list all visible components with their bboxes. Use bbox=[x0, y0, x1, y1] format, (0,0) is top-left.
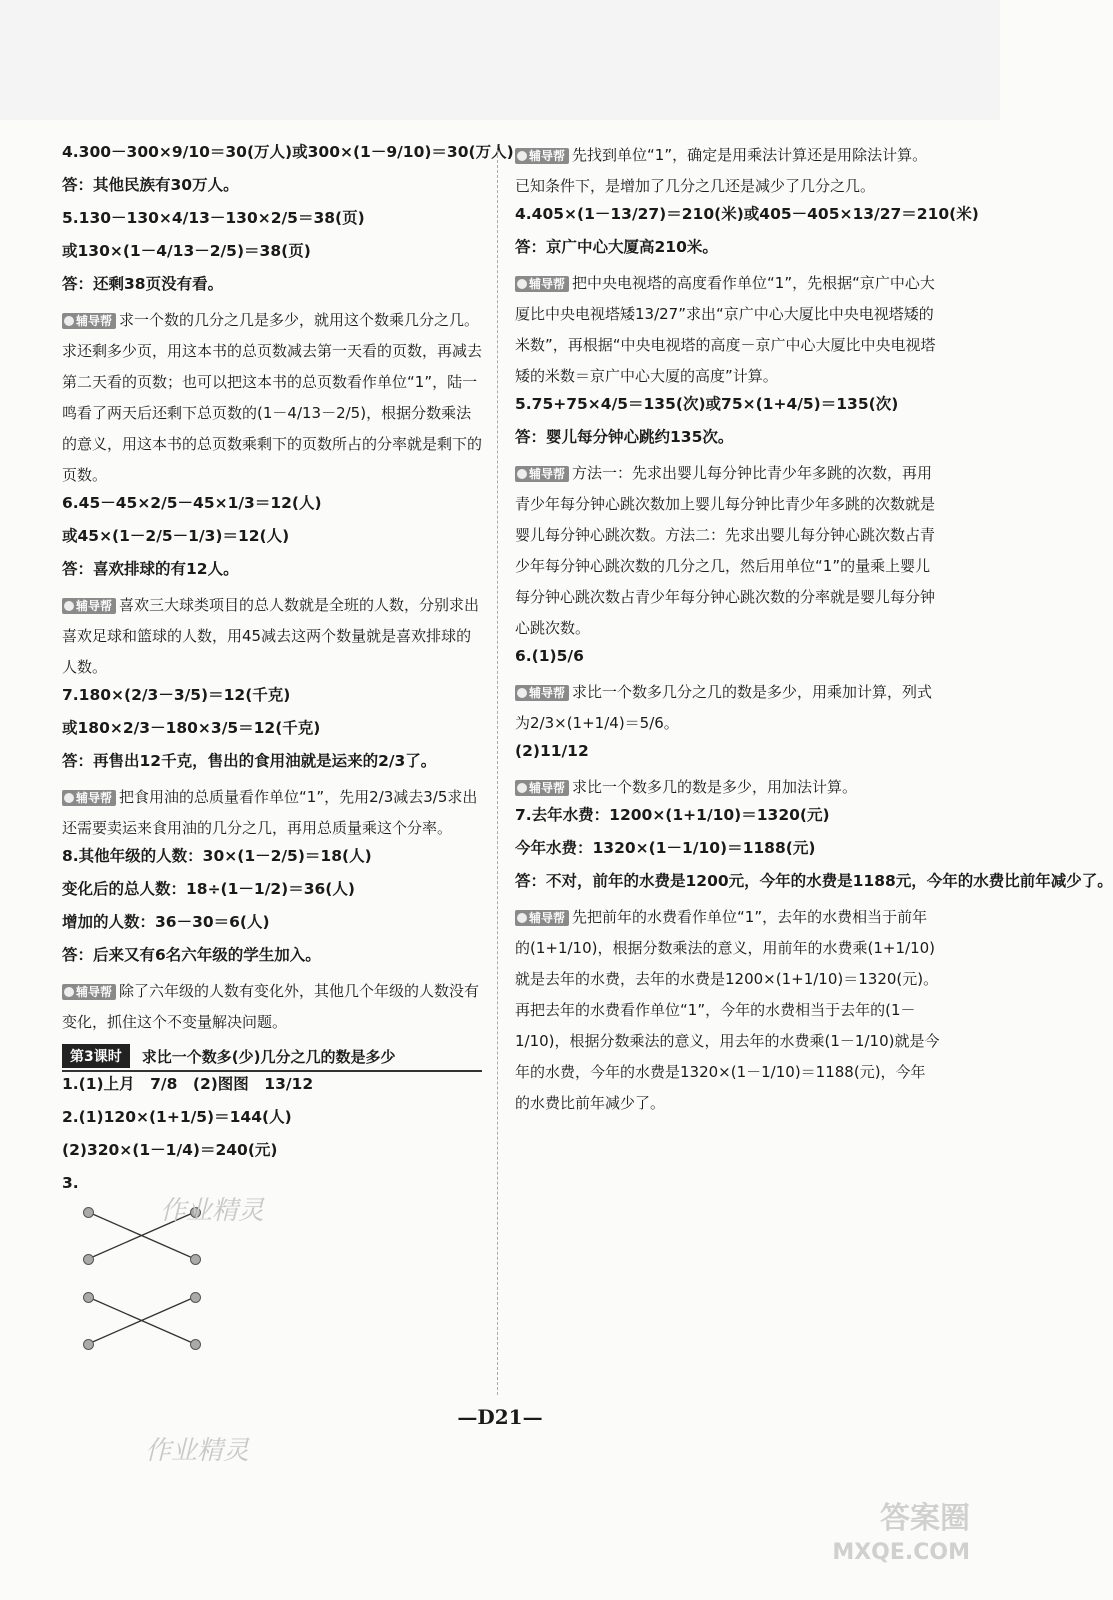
line-text: 今年水费：1320×(1－1/10)＝1188(元) bbox=[515, 839, 816, 857]
explanation-paragraph bbox=[62, 590, 482, 683]
tutor-icon bbox=[517, 688, 527, 698]
tutor-tag-label: 辅导帮 bbox=[76, 599, 113, 613]
line-text: 6.45－45×2/5－45×1/3＝12(人) bbox=[62, 494, 322, 512]
line-text: 喜欢三大球类项目的总人数就是全班的人数，分别求出喜欢足球和篮球的人数，用45减去这两个数量就是喜欢排球的人数。 bbox=[62, 596, 480, 676]
line-text: 答：喜欢排球的有12人。 bbox=[62, 560, 239, 578]
tutor-icon bbox=[64, 316, 74, 326]
line-text: 答：京广中心大厦高210米。 bbox=[515, 238, 718, 256]
explanation-paragraph bbox=[62, 305, 482, 491]
line-text: 4.300－300×9/10＝30(万人)或300×(1－9/10)＝30(万人) bbox=[62, 143, 514, 161]
line-text: 答：还剩38页没有看。 bbox=[62, 275, 224, 293]
answer-line bbox=[62, 524, 482, 548]
lesson-number: 第3课时 bbox=[62, 1044, 130, 1068]
line-text: 7.180×(2/3－3/5)＝12(千克) bbox=[62, 686, 291, 704]
line-text: 求一个数的几分之几是多少，就用这个数乘几分之几。求还剩多少页，用这本书的总页数减去第一天看的页数，再减去第二天看的页数；也可以把这本书的总页数看作单位“1”，陆一鸣看了两天后还剩下总页数的(1－4/13－2/5)，根据分数乘法的意义，用这本书的总页数乘剩下的页数所占的分率就是剩下的页数。 bbox=[62, 311, 483, 484]
line-text: 或180×2/3－180×3/5＝12(千克) bbox=[62, 719, 321, 737]
line-text: 先把前年的水费看作单位“1”，去年的水费相当于前年的(1+1/10)，根据分数乘法的意义，用前年的水费乘(1+1/10)就是去年的水费，去年的水费是1200×(1+1/10)＝1320(元)。再把去年的水费看作单位“1”，今年的水费相当于去年的(1－1/10)，根据分数乘法的意义，用去年的水费乘(1－1/10)就是今年的水费，今年的水费是1320×(1－1/10)＝1188(元)，今年的水费比前年减少了。 bbox=[515, 908, 940, 1112]
answer-line bbox=[515, 644, 940, 668]
tutor-tag-label: 辅导帮 bbox=[529, 277, 566, 291]
tutor-tag-label: 辅导帮 bbox=[529, 467, 566, 481]
tutor-icon bbox=[517, 913, 527, 923]
explanation-paragraph bbox=[515, 677, 940, 739]
line-text: 1.(1)上月 7/8 (2)图图 13/12 bbox=[62, 1075, 314, 1093]
tutor-tag bbox=[62, 984, 116, 1000]
tutor-icon bbox=[64, 987, 74, 997]
answer-line bbox=[62, 844, 482, 868]
lesson-header bbox=[62, 1042, 482, 1072]
watermark: 作业精灵 bbox=[160, 1196, 265, 1226]
tutor-tag bbox=[515, 276, 569, 292]
answer-line bbox=[62, 943, 482, 967]
answer-line bbox=[62, 910, 482, 934]
line-text: 方法一：先求出婴儿每分钟比青少年多跳的次数，再用青少年每分钟心跳次数加上婴儿每分钟比青少年多跳的次数就是婴儿每分钟心跳次数。方法二：先求出婴儿每分钟心跳次数占青少年每分钟心跳次数的几分之几，然后用单位“1”的量乘上婴儿每分钟心跳次数占青少年每分钟心跳次数的分率就是婴儿每分钟心跳次数。 bbox=[515, 464, 936, 637]
line-text: 3. bbox=[62, 1174, 79, 1192]
tutor-tag-label: 辅导帮 bbox=[529, 686, 566, 700]
tutor-tag-label: 辅导帮 bbox=[76, 791, 113, 805]
line-text: 把食用油的总质量看作单位“1”，先用2/3减去3/5求出还需要卖运来食用油的几分之几，再用总质量乘这个分率。 bbox=[62, 788, 478, 837]
line-text: (2)11/12 bbox=[515, 742, 589, 760]
brand-name: 答案圈 bbox=[880, 1501, 970, 1536]
tutor-tag bbox=[515, 910, 569, 926]
tutor-tag bbox=[515, 148, 569, 164]
right-column bbox=[515, 140, 1113, 1119]
answer-line bbox=[515, 425, 940, 449]
watermark: 作业精灵 bbox=[145, 1436, 250, 1466]
tutor-icon bbox=[517, 469, 527, 479]
answer-line bbox=[62, 206, 482, 230]
explanation-paragraph bbox=[515, 902, 940, 1119]
tutor-tag-label: 辅导帮 bbox=[529, 911, 566, 925]
explanation-paragraph bbox=[62, 782, 482, 844]
tutor-icon bbox=[517, 783, 527, 793]
answer-line bbox=[62, 1171, 482, 1195]
explanation-paragraph bbox=[515, 268, 940, 392]
line-text: 5.75+75×4/5＝135(次)或75×(1+4/5)＝135(次) bbox=[515, 395, 899, 413]
lesson-title: 求比一个数多(少)几分之几的数是多少 bbox=[141, 1047, 396, 1066]
answer-line bbox=[62, 716, 482, 740]
matching-dot bbox=[83, 1339, 94, 1350]
matching-dot bbox=[83, 1254, 94, 1265]
answer-line bbox=[515, 392, 940, 416]
answer-line bbox=[515, 739, 940, 763]
line-text: 增加的人数：36－30＝6(人) bbox=[62, 913, 270, 931]
explanation-paragraph bbox=[515, 772, 940, 803]
tutor-tag bbox=[62, 598, 116, 614]
tutor-tag-label: 辅导帮 bbox=[76, 985, 113, 999]
line-text: 8.其他年级的人数：30×(1－2/5)＝18(人) bbox=[62, 847, 372, 865]
tutor-icon bbox=[517, 151, 527, 161]
matching-dot bbox=[83, 1292, 94, 1303]
answer-line bbox=[515, 836, 940, 860]
line-text: 5.130－130×4/13－130×2/5＝38(页) bbox=[62, 209, 365, 227]
answer-line bbox=[515, 869, 1113, 893]
answer-line bbox=[62, 749, 482, 773]
answer-line bbox=[62, 877, 482, 901]
line-text: 先找到单位“1”，确定是用乘法计算还是用除法计算。已知条件下，是增加了几分之几还是减少了几分之几。 bbox=[515, 146, 928, 195]
left-column bbox=[62, 140, 514, 1354]
brand-site: MXQE.COM bbox=[832, 1540, 970, 1565]
answer-line bbox=[62, 491, 482, 515]
line-text: 求比一个数多几的数是多少，用加法计算。 bbox=[572, 778, 858, 796]
answer-line bbox=[515, 803, 940, 827]
answer-line bbox=[62, 1105, 482, 1129]
line-text: 答：其他民族有30万人。 bbox=[62, 176, 239, 194]
matching-dot bbox=[190, 1292, 201, 1303]
matching-dot bbox=[83, 1207, 94, 1218]
answer-line bbox=[62, 173, 482, 197]
line-text: 把中央电视塔的高度看作单位“1”，先根据“京广中心大厦比中央电视塔矮13/27”求出“京广中心大厦比中央电视塔矮的米数”，再根据“中央电视塔的高度－京广中心大厦比中央电视塔矮的米数＝京广中心大厦的高度”计算。 bbox=[515, 274, 936, 385]
answer-line bbox=[62, 1138, 482, 1162]
line-text: 6.(1)5/6 bbox=[515, 647, 584, 665]
explanation-paragraph bbox=[515, 140, 940, 202]
line-text: 4.405×(1－13/27)＝210(米)或405－405×13/27＝210(米) bbox=[515, 205, 979, 223]
explanation-paragraph bbox=[515, 458, 940, 644]
answer-line bbox=[62, 239, 482, 263]
line-text: 或130×(1－4/13－2/5)＝38(页) bbox=[62, 242, 311, 260]
page-header-band bbox=[0, 0, 1000, 120]
line-text: (2)320×(1－1/4)＝240(元) bbox=[62, 1141, 278, 1159]
line-text: 变化后的总人数：18÷(1－1/2)＝36(人) bbox=[62, 880, 355, 898]
tutor-icon bbox=[64, 601, 74, 611]
answer-line bbox=[515, 202, 979, 226]
line-text: 答：不对，前年的水费是1200元，今年的水费是1188元，今年的水费比前年减少了。 bbox=[515, 872, 1113, 890]
tutor-tag bbox=[515, 780, 569, 796]
tutor-tag-label: 辅导帮 bbox=[76, 314, 113, 328]
column-divider bbox=[497, 150, 498, 1395]
answer-line bbox=[62, 683, 482, 707]
tutor-icon bbox=[64, 793, 74, 803]
line-text: 7.去年水费：1200×(1+1/10)＝1320(元) bbox=[515, 806, 830, 824]
page-number: —D21— bbox=[457, 1405, 543, 1429]
line-text: 2.(1)120×(1+1/5)＝144(人) bbox=[62, 1108, 292, 1126]
tutor-icon bbox=[517, 279, 527, 289]
brand-watermark bbox=[832, 1502, 970, 1570]
line-text: 求比一个数多几分之几的数是多少，用乘加计算，列式为2/3×(1+1/4)＝5/6。 bbox=[515, 683, 933, 732]
tutor-tag-label: 辅导帮 bbox=[529, 149, 566, 163]
tutor-tag bbox=[62, 790, 116, 806]
answer-line bbox=[62, 272, 482, 296]
line-text: 答：婴儿每分钟心跳约135次。 bbox=[515, 428, 734, 446]
matching-dot bbox=[190, 1339, 201, 1350]
tutor-tag bbox=[515, 685, 569, 701]
line-text: 或45×(1－2/5－1/3)＝12(人) bbox=[62, 527, 290, 545]
line-text: 除了六年级的人数有变化外，其他几个年级的人数没有变化，抓住这个不变量解决问题。 bbox=[62, 982, 480, 1031]
line-text: 答：后来又有6名六年级的学生加入。 bbox=[62, 946, 321, 964]
answer-line bbox=[62, 1072, 482, 1096]
tutor-tag-label: 辅导帮 bbox=[529, 781, 566, 795]
answer-line bbox=[515, 235, 940, 259]
matching-dot bbox=[190, 1254, 201, 1265]
tutor-tag bbox=[515, 466, 569, 482]
answer-line bbox=[62, 140, 514, 164]
answer-line bbox=[62, 557, 482, 581]
line-text: 答：再售出12千克，售出的食用油就是运来的2/3了。 bbox=[62, 752, 437, 770]
explanation-paragraph bbox=[62, 976, 482, 1038]
tutor-tag bbox=[62, 313, 116, 329]
